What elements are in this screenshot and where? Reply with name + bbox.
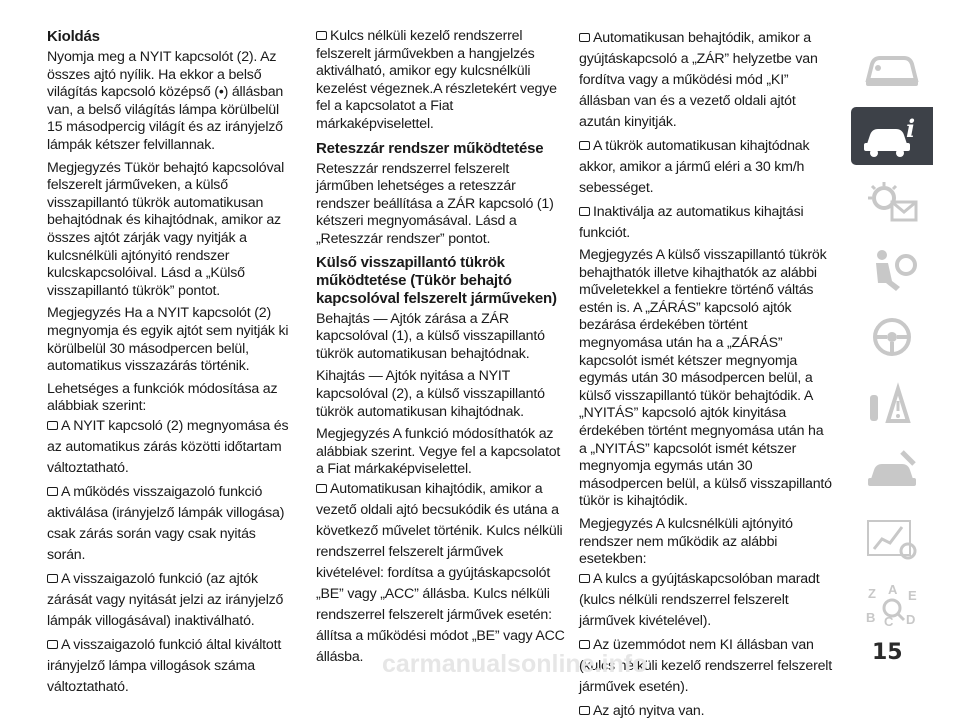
bullet-item: Inaktiválja az automatikus kihajtási funkciót.	[579, 204, 804, 241]
chapter-tab-index[interactable]	[851, 576, 933, 634]
svg-text:E: E	[908, 588, 917, 603]
paragraph: Behajtás — Ajtók zárása a ZÁR kapcsolóval (1), a külső visszapillantó tükrök automatikusan behajtódnak.	[316, 310, 545, 362]
emergency-tools-icon	[862, 381, 922, 427]
section-heading-tukrok: Külső visszapillantó tükrök működtetése (Tükör behajtó kapcsolóval felszerelt járműveken)	[316, 253, 557, 307]
bullet-item: A visszaigazoló funkció (az ajtók zárását vagy nyitását jelzi az irányjelző lámpák villogásával) inaktiválható.	[47, 570, 284, 629]
checkbox-bullet-icon	[579, 207, 590, 216]
column-1	[47, 28, 297, 701]
svg-text:D: D	[906, 612, 916, 627]
bullet-item: A tükrök automatikusan kihajtódnak akkor, amikor a jármű eléri a 30 km/h sebességet.	[579, 138, 810, 196]
column-3	[579, 28, 833, 725]
bullet-item: A visszaigazoló funkció által kiváltott irányjelző lámpa villogások száma változtatható.	[47, 636, 282, 695]
bullet-item: Az ajtó nyitva van.	[579, 701, 833, 722]
checkbox-bullet-icon	[316, 484, 327, 493]
airbag-safety-icon	[862, 247, 922, 293]
note-paragraph: Megjegyzés A kulcsnélküli ajtónyitó rendszer nem működik az alábbi esetekben:	[579, 515, 793, 568]
car-info-icon	[860, 113, 924, 159]
svg-text:i: i	[906, 114, 916, 143]
note-paragraph: Megjegyzés A külső visszapillantó tükrök behajthatók illetve kihajthatók az alábbi műveletekkel a fentiekre történő váltás estén is. A „ZÁRÁS” kapcsoló ajtók bezárása érdekében történt megnyomása után ha a „ZÁRÁS” kapcsolót ismét kétszer megnyomja egymás után 30 másodpercen belül, a külső visszapillantó tükör behajtódik. A „NYITÁS” kapcsoló ajtók kinyitása érdekében történt megnyomása után ha a „NYITÁS” kapcsolót ismét kétszer megnyomja egymás után 30 másodpercen belül, a külső visszapillantó tükör is kihajtódik.	[579, 247, 832, 510]
bullet-item: A NYIT kapcsoló (2) megnyomása és az automatikus zárás közötti időtartam változtatható.	[47, 417, 289, 476]
car-dashboard-icon	[862, 46, 922, 92]
chapter-tab-emergency[interactable]	[851, 375, 933, 433]
watermark: carmanualsonline.info	[382, 650, 648, 678]
checkbox-bullet-icon	[47, 421, 58, 430]
page-number: 15	[872, 640, 903, 665]
checkbox-bullet-icon	[579, 33, 590, 42]
svg-text:B: B	[866, 610, 876, 625]
chapter-tab-safety[interactable]	[851, 241, 933, 299]
chapter-tab-lights[interactable]	[851, 174, 933, 232]
checkbox-bullet-icon	[579, 640, 590, 649]
bullet-item: Automatikusan behajtódik, amikor a gyújtáskapcsoló a „ZÁR” helyzetbe van fordítva vagy a működési mód „KI” állásban van és a vezető oldali ajtót azután kinyitják.	[579, 30, 818, 130]
svg-text:C: C	[884, 614, 894, 628]
paragraph: Lehetséges a funkciók módosítása az alábbiak szerint:	[47, 380, 278, 415]
note-paragraph: Megjegyzés Tükör behajtó kapcsolóval felszerelt járműveken, a külső visszapillantó tükrök automatikusan behajtódnak és kihajtódnak, amikor az összes ajtót zárják vagy nyitják a kulcsnélküli ajtónyitó rendszer kulcskapcsolóival. Lásd a „Külső visszapillantó tükrök” pontot.	[47, 159, 285, 299]
bullet-item: A kulcs a gyújtáskapcsolóban maradt (kulcs nélküli rendszerrel felszerelt járművek kivételével).	[579, 570, 820, 629]
technical-data-icon	[862, 515, 922, 561]
svg-text:A: A	[888, 582, 898, 597]
paragraph: Kihajtás — Ajtók nyitása a NYIT kapcsolóval (2), a külső visszapillantó tükrök automatikusan kihajtódnak.	[316, 368, 545, 420]
checkbox-bullet-icon	[47, 640, 58, 649]
chapter-tab-maintenance[interactable]	[851, 442, 933, 500]
checkbox-bullet-icon	[579, 574, 590, 583]
lights-message-icon	[862, 180, 922, 226]
svg-text:Z: Z	[868, 586, 876, 601]
steering-wheel-icon	[862, 314, 922, 360]
chapter-tab-specs[interactable]	[851, 509, 933, 567]
bullet-item: A működés visszaigazoló funkció aktiválása (irányjelző lámpák villogása) csak zárás során vagy csak nyitás során.	[47, 483, 285, 563]
note-paragraph: Megjegyzés A funkció módosíthatók az alábbiak szerint. Vegye fel a kapcsolatot a Fiat márkaképviselettel.	[316, 426, 561, 478]
alphabetical-index-icon	[862, 582, 922, 628]
checkbox-bullet-icon	[579, 141, 590, 150]
maintenance-car-icon	[862, 448, 922, 494]
note-paragraph: Megjegyzés Ha a NYIT kapcsolót (2) megnyomja és egyik ajtót sem nyitják ki körülbelül 30 másodpercen belül, automatikus visszazárás történik.	[47, 305, 289, 375]
bullet-item: Automatikusan kihajtódik, amikor a vezető oldali ajtó becsukódik és utána a következő művelet történik. Kulcs nélküli rendszerrel felszerelt járművek kivételével: fordítsa a gyújtáskapcsolót „BE” vagy „ACC” állásba. Kulcs nélküli rendszerrel felszerelt járművek esetén: állítsa a működési módot „BE” vagy ACC állásba.	[316, 480, 565, 665]
paragraph: Reteszzár rendszerrel felszerelt járműben lehetséges a reteszzár rendszer beállítása a ZÁR kapcsoló (1) kétszeri megnyomásával. Lásd a „Reteszzár rendszer” pontot.	[316, 160, 554, 247]
chapter-tab-driving[interactable]	[851, 308, 933, 366]
checkbox-bullet-icon	[47, 487, 58, 496]
checkbox-bullet-icon	[579, 706, 590, 715]
column-2	[316, 28, 566, 671]
chapter-tab-info-active[interactable]	[851, 107, 933, 165]
section-heading-reteszzar: Reteszzár rendszer működtetése	[316, 139, 544, 157]
section-heading-kioldas: Kioldás	[47, 28, 100, 45]
chapter-tab-dashboard[interactable]	[851, 40, 933, 98]
paragraph: Kulcs nélküli kezelő rendszerrel felszerelt járművekben a hangjelzés aktiválható, amikor egy kulcsnélküli kezelést végeznek.A részletekért vegye fel a kapcsolatot a Fiat márkaképviselettel.	[316, 28, 557, 132]
bullet-item: Az üzemmódot nem KI állásban van (kulcs nélküli kezelő rendszerrel felszerelt járművek esetén).	[579, 636, 832, 695]
paragraph: Nyomja meg a NYIT kapcsolót (2). Az összes ajtó nyílik. Ha ekkor a belső világítás kapcsoló középső (•) állásban van, a belső világítás lámpa körülbelül 15 másodpercig világít és az irányjelző lámpák kétszer felvillannak.	[47, 49, 284, 153]
chapter-sidebar	[851, 40, 933, 643]
checkbox-bullet-icon	[47, 574, 58, 583]
checkbox-bullet-icon	[316, 31, 327, 40]
